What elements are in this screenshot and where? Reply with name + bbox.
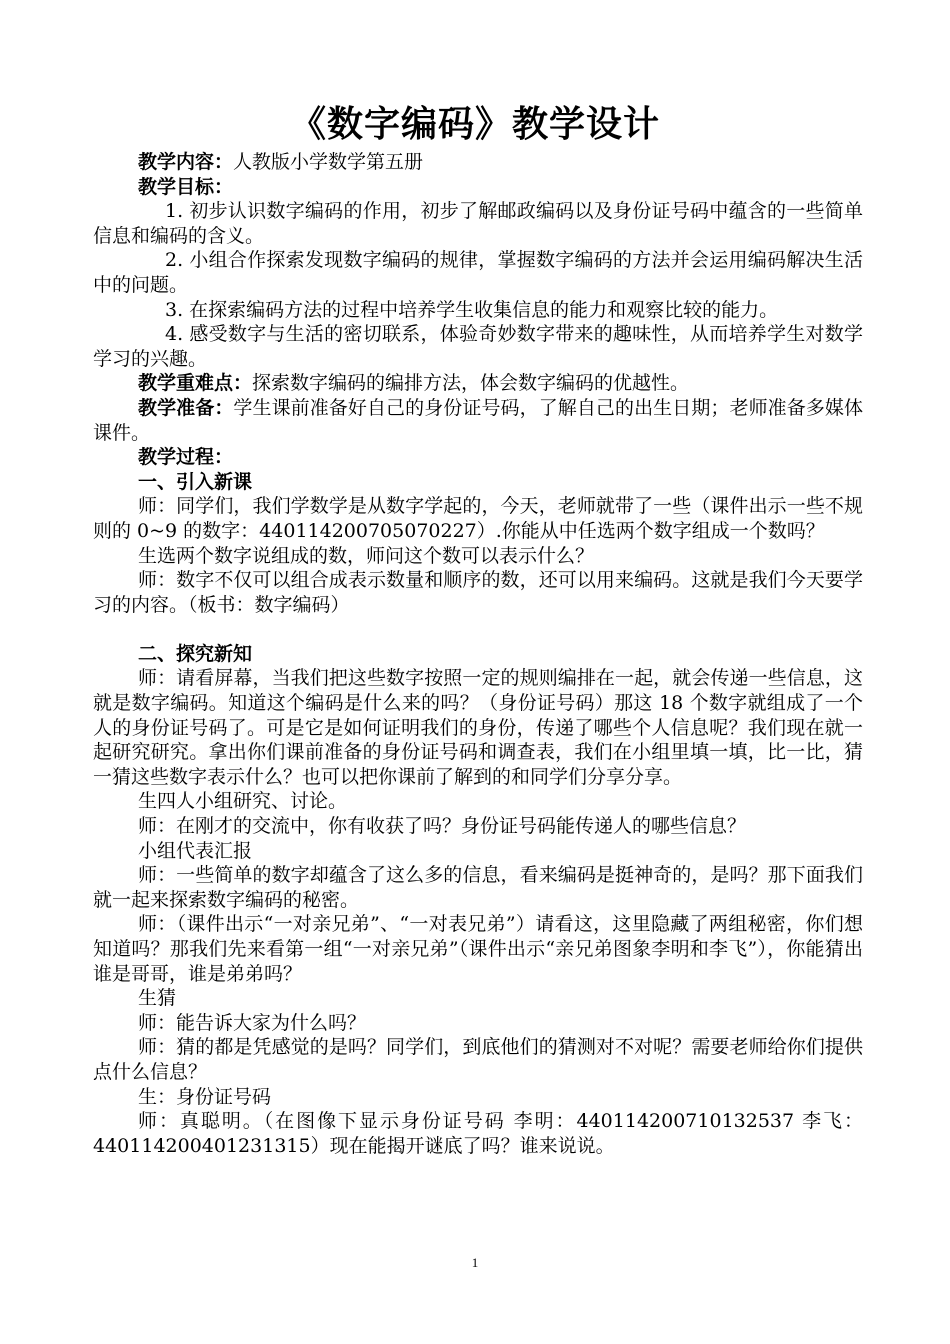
objectives-label: 教学目标： bbox=[138, 175, 234, 198]
paragraph: 师：能告诉大家为什么吗？ bbox=[138, 1011, 367, 1034]
paragraph: 小组代表汇报 bbox=[138, 839, 253, 862]
content-text: 人教版小学数学第五册 bbox=[233, 151, 424, 173]
page-number: 1 bbox=[471, 1255, 479, 1270]
section-heading-explore: 二、探究新知 bbox=[138, 642, 253, 665]
paragraph: 师：（课件出示“一对亲兄弟”、“一对表兄弟”）请看这，这里隐藏了两组秘密，你们想知道吗？那我们先来看第一组“一对亲兄弟”（课件出示“亲兄弟图象李明和李飞”），你能猜出谁是哥哥，谁是弟弟吗？ bbox=[93, 913, 863, 985]
objective-item-2: 2. 小组合作探索发现数字编码的规律，掌握数字编码的方法并会运用编码解决生活中的问题。 bbox=[93, 249, 863, 296]
preparation-text: 学生课前准备好自己的身份证号码，了解自己的出生日期；老师准备多媒体课件。 bbox=[93, 396, 863, 444]
content-label: 教学内容： bbox=[138, 151, 234, 173]
paragraph: 师：在刚才的交流中，你有收获了吗？身份证号码能传递人的哪些信息？ bbox=[138, 815, 747, 838]
objective-item-1: 1. 初步认识数字编码的作用，初步了解邮政编码以及身份证号码中蕴含的一些简单信息和编码的含义。 bbox=[93, 200, 863, 247]
preparation-line bbox=[93, 396, 863, 445]
paragraph: 师：同学们，我们学数学是从数字学起的，今天，老师就带了一些（课件出示一些不规则的 0~9 的数字：440114200705070227）.你能从中任选两个数字组成一个数吗？ bbox=[93, 495, 863, 542]
paragraph: 师：猜的都是凭感觉的是吗？同学们，到底他们的猜测对不对呢？需要老师给你们提供点什么信息？ bbox=[93, 1036, 863, 1083]
paragraph: 师：一些简单的数字却蕴含了这么多的信息，看来编码是挺神奇的，是吗？那下面我们就一起来探索数字编码的秘密。 bbox=[93, 864, 863, 911]
paragraph: 师：真聪明。（在图像下显示身份证号码 李明：440114200710132537 李飞：440114200401231315）现在能揭开谜底了吗？谁来说说。 bbox=[93, 1110, 863, 1157]
paragraph: 生四人小组研究、讨论。 bbox=[138, 790, 348, 813]
paragraph: 生：身份证号码 bbox=[138, 1085, 272, 1108]
content-line bbox=[93, 150, 863, 175]
objective-item-3: 3. 在探索编码方法的过程中培养学生收集信息的能力和观察比较的能力。 bbox=[165, 298, 779, 321]
document-title: 《数字编码》教学设计 bbox=[289, 103, 660, 145]
blank-line bbox=[93, 617, 863, 642]
key-points-line bbox=[93, 371, 863, 396]
section-heading-intro: 一、引入新课 bbox=[138, 470, 253, 493]
preparation-label: 教学准备： bbox=[138, 396, 234, 419]
document-body bbox=[93, 150, 863, 1158]
objective-item-4: 4. 感受数字与生活的密切联系，体验奇妙数字带来的趣味性，从而培养学生对数学学习的兴趣。 bbox=[93, 323, 863, 370]
key-points-text: 探索数字编码的编排方法，体会数字编码的优越性。 bbox=[252, 372, 690, 395]
process-label: 教学过程： bbox=[138, 446, 234, 469]
paragraph: 生猜 bbox=[138, 987, 177, 1010]
paragraph: 师：请看屏幕，当我们把这些数字按照一定的规则编排在一起，就会传递一些信息，这就是数字编码。知道这个编码是什么来的吗？（身份证号码）那这 18 个数字就组成了一个人的身份证号码了。可是它是如何证明我们的身份，传递了哪些个人信息呢？我们现在就一起研究研究。拿出你们课前准备的身份证号码和调查表，我们在小组里填一填，比一比，猜一猜这些数字表示什么？也可以把你课前了解到的和同学们分享分享。 bbox=[93, 667, 863, 788]
key-points-label: 教学重难点： bbox=[138, 372, 253, 395]
paragraph: 生选两个数字说组成的数，师问这个数可以表示什么？ bbox=[138, 544, 595, 567]
paragraph: 师：数字不仅可以组合成表示数量和顺序的数，还可以用来编码。这就是我们今天要学习的内容。（板书：数字编码） bbox=[93, 569, 863, 616]
